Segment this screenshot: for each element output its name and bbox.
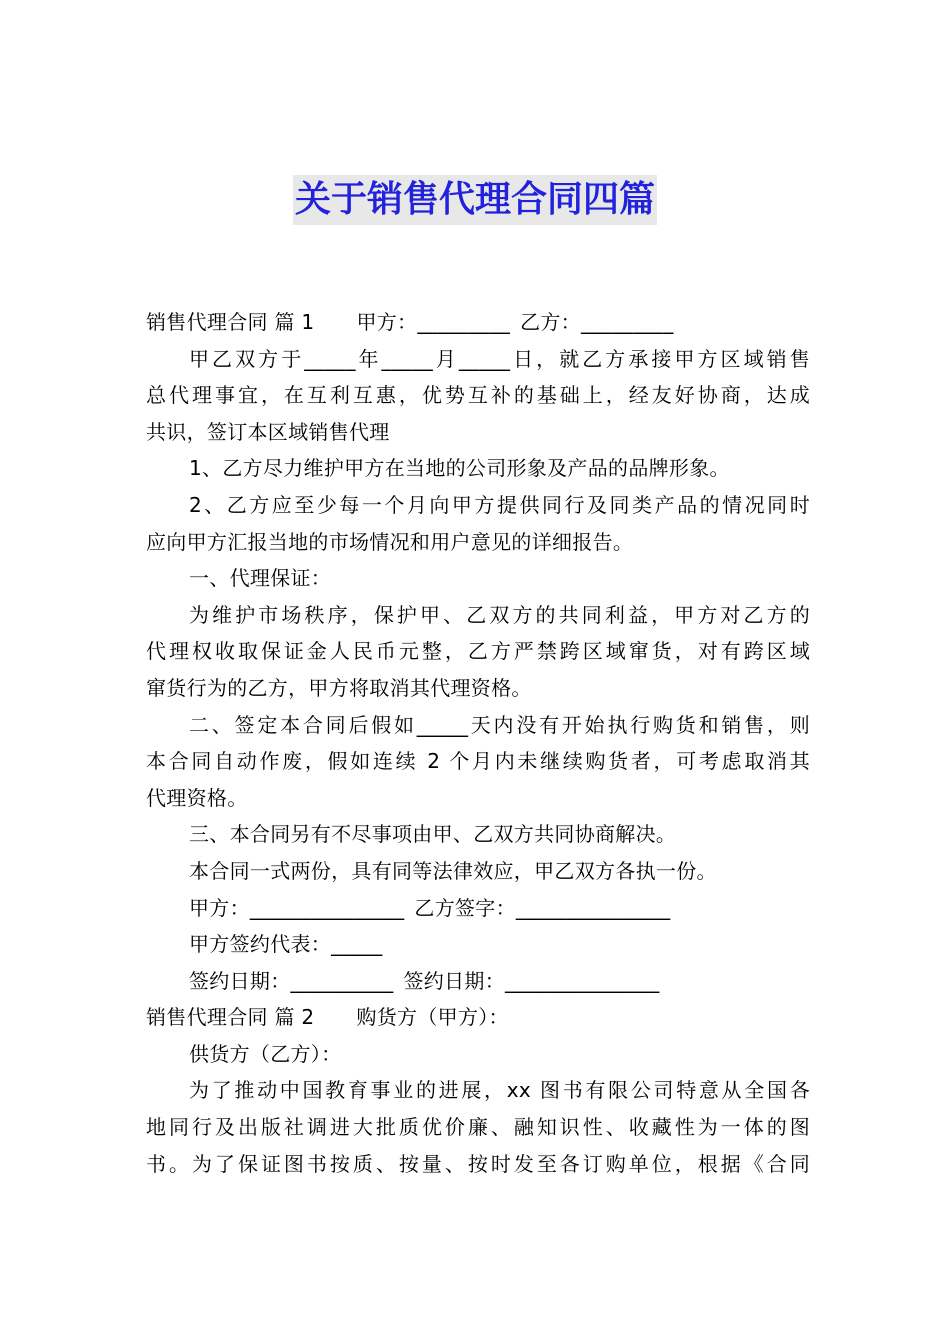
section-heading: 一、代理保证：	[189, 566, 332, 591]
paragraph-line: 本合同一式两份，具有同等法律效应，甲乙双方各执一份。	[189, 858, 717, 883]
section-2-heading: 销售代理合同 篇 2	[146, 1005, 315, 1030]
representative-line: 甲方签约代表：_____	[189, 932, 383, 957]
paragraph-line: 三、本合同另有不尽事项由甲、乙双方共同协商解决。	[189, 822, 677, 847]
document-body	[146, 304, 810, 1182]
title-area	[0, 175, 950, 225]
section-2-header	[146, 999, 810, 1036]
party-a-signature: 甲方：_______________	[189, 895, 405, 920]
section-1-header	[146, 304, 810, 341]
supplier-field: 供货方（乙方）：	[189, 1041, 342, 1066]
section-1-heading: 销售代理合同 篇 1	[146, 310, 315, 334]
paragraph-line: 本合同自动作废，假如连续 2 个月内未继续购货者，可考虑取消其	[146, 749, 810, 774]
document-title: 关于销售代理合同四篇	[293, 175, 657, 225]
date-line	[146, 963, 810, 1000]
sign-date-b: 签约日期：_______________	[403, 968, 660, 993]
paragraph-line: 代理资格。	[146, 785, 248, 810]
sign-date-a: 签约日期：__________	[189, 968, 394, 993]
paragraph-line: 代理权收取保证金人民币元整，乙方严禁跨区域窜货，对有跨区域	[146, 639, 810, 664]
paragraph-line: 地同行及出版社调进大批质优价廉、融知识性、收藏性为一体的图	[146, 1115, 810, 1140]
party-b-field: 乙方：_________	[520, 310, 674, 334]
clause-1: 1、乙方尽力维护甲方在当地的公司形象及产品的品牌形象。	[189, 456, 730, 481]
signature-line	[146, 890, 810, 927]
clause-2: 2、乙方应至少每一个月向甲方提供同行及同类产品的情况同时	[189, 492, 810, 517]
buyer-field: 购货方（甲方）：	[356, 1005, 509, 1030]
party-a-field: 甲方：_________	[356, 310, 511, 334]
paragraph-line: 书。为了保证图书按质、按量、按时发至各订购单位，根据《合同	[146, 1151, 810, 1176]
paragraph-line: 为了推动中国教育事业的进展，xx 图书有限公司特意从全国各	[189, 1078, 810, 1103]
paragraph-line: 甲乙双方于_____年_____月_____日，就乙方承接甲方区域销售	[189, 346, 810, 371]
paragraph-line: 共识，签订本区域销售代理	[146, 419, 390, 444]
paragraph-line: 总代理事宜，在互利互惠，优势互补的基础上，经友好协商，达成	[146, 383, 810, 408]
paragraph-line: 二、签定本合同后假如_____天内没有开始执行购货和销售，则	[189, 712, 810, 737]
party-b-signature: 乙方签字：_______________	[414, 895, 671, 920]
paragraph-line: 窜货行为的乙方，甲方将取消其代理资格。	[146, 675, 532, 700]
paragraph-line: 为维护市场秩序，保护甲、乙双方的共同利益，甲方对乙方的	[189, 602, 810, 627]
paragraph-line: 应向甲方汇报当地的市场情况和用户意见的详细报告。	[146, 529, 634, 554]
